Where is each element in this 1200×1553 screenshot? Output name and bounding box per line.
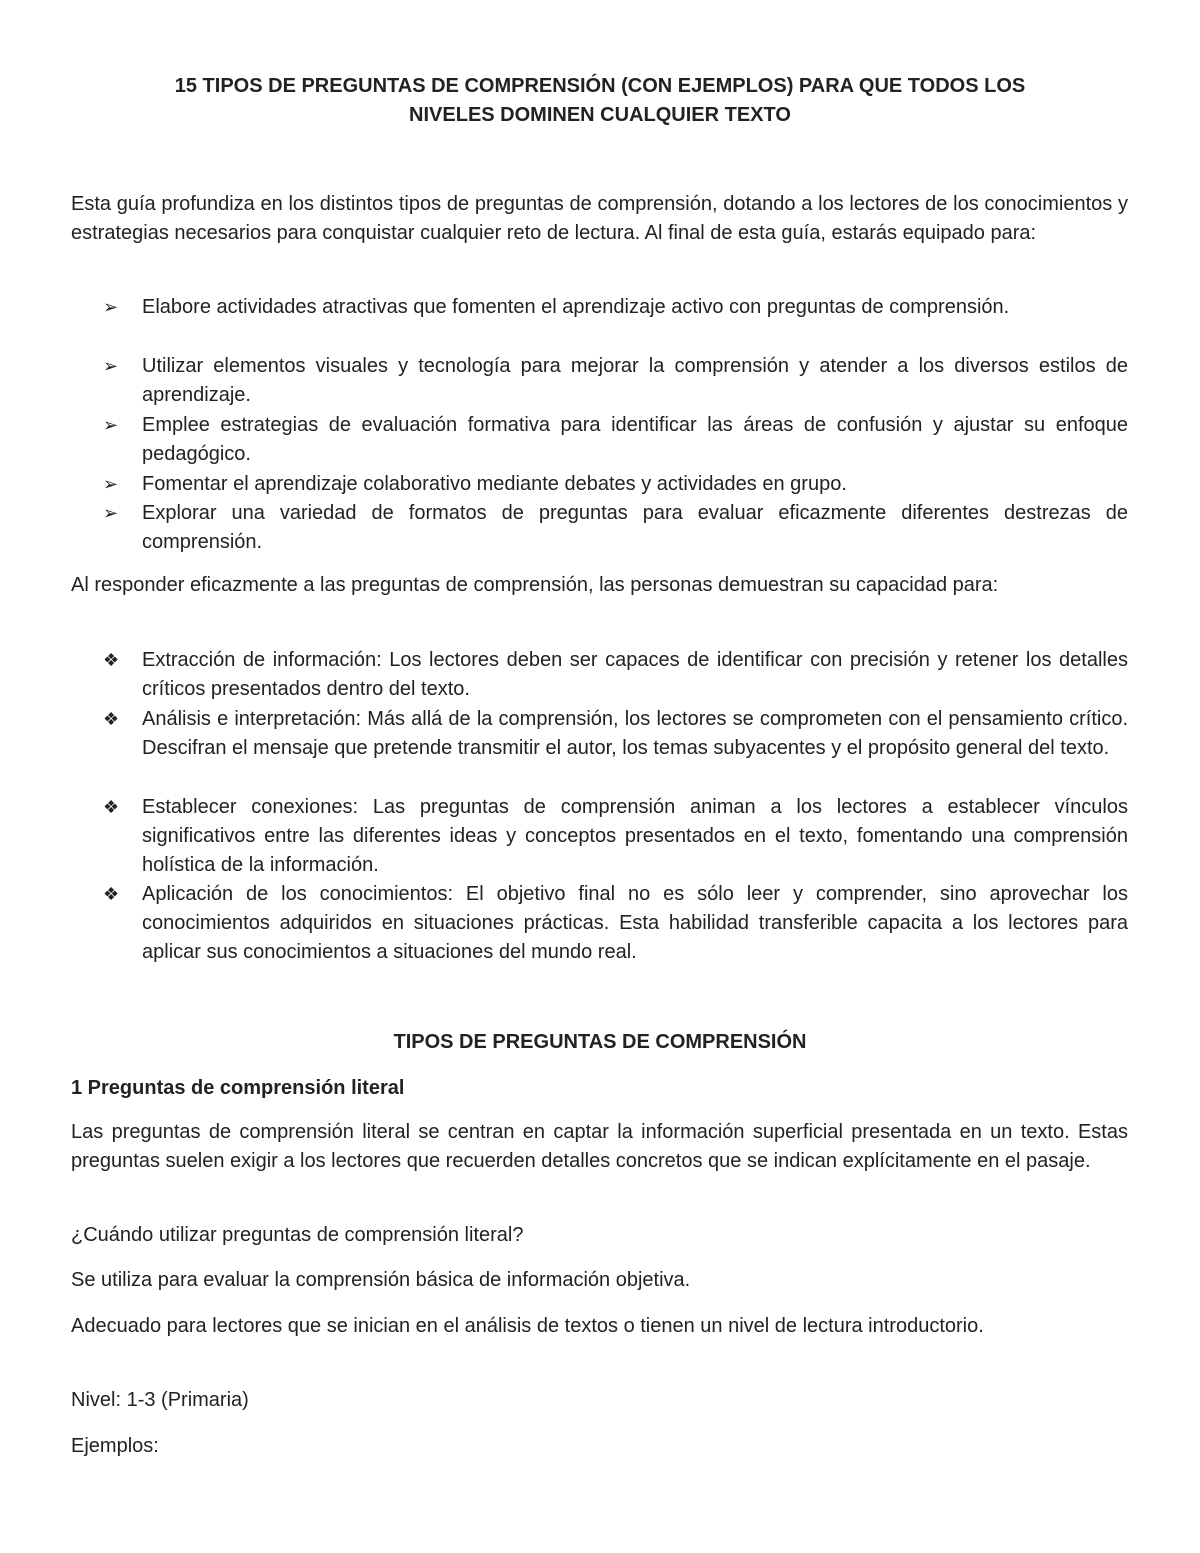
abilities-intro: Al responder eficazmente a las preguntas de comprensión, las personas demuestran su capacidad para: xyxy=(71,574,999,596)
diamond-bullet-icon: ❖ xyxy=(103,797,120,817)
diamond-bullet-icon: ❖ xyxy=(103,709,120,729)
use-line-1: Se utiliza para evaluar la comprensión básica de información objetiva. xyxy=(71,1269,691,1291)
list-item-text: Aplicación de los conocimientos: El objetivo final no es sólo leer y comprender, sino aprovechar los conocimientos adquiridos en situaciones prácticas. Esta habilidad transferible capacita a los lectores para aplicar sus conocimientos a situaciones del mundo real. xyxy=(142,883,1128,963)
arrow-bullet-icon: ➢ xyxy=(103,297,119,317)
list-item-text: Extracción de información: Los lectores deben ser capaces de identificar con precisión y retener los detalles críticos presentados dentro del texto. xyxy=(142,649,1128,700)
use-line-2: Adecuado para lectores que se inician en el análisis de textos o tienen un nivel de lectura introductorio. xyxy=(71,1315,984,1337)
arrow-bullet-icon: ➢ xyxy=(103,356,119,376)
list-item-text: Emplee estrategias de evaluación formativa para identificar las áreas de confusión y ajustar su enfoque pedagógico. xyxy=(142,414,1128,465)
arrow-bullet-icon: ➢ xyxy=(103,503,119,523)
diamond-bullet-icon: ❖ xyxy=(103,884,120,904)
when-question: ¿Cuándo utilizar preguntas de comprensión literal? xyxy=(71,1224,524,1246)
examples-label: Ejemplos: xyxy=(71,1435,159,1457)
arrow-bullet-icon: ➢ xyxy=(103,415,119,435)
subsection-title: 1 Preguntas de comprensión literal xyxy=(71,1077,405,1099)
literal-description: Las preguntas de comprensión literal se centran en captar la información superficial presentada en un texto. Estas preguntas suelen exigir a los lectores que recuerden detalles concretos que se indican explícitamente en el pasaje. xyxy=(71,1121,1128,1172)
list-item-text: Elabore actividades atractivas que fomenten el aprendizaje activo con preguntas de comprensión. xyxy=(142,296,1010,318)
document-title xyxy=(0,72,1200,130)
list-item-text: Establecer conexiones: Las preguntas de comprensión animan a los lectores a establecer vínculos significativos entre las diferentes ideas y conceptos presentados en el texto, fomentando una comprensión holística de la información. xyxy=(142,796,1128,876)
list-item-text: Utilizar elementos visuales y tecnología para mejorar la comprensión y atender a los diversos estilos de aprendizaje. xyxy=(142,355,1128,406)
title-line-1: 15 TIPOS DE PREGUNTAS DE COMPRENSIÓN (CON EJEMPLOS) PARA QUE TODOS LOS xyxy=(174,75,1026,97)
intro-paragraph: Esta guía profundiza en los distintos tipos de preguntas de comprensión, dotando a los lectores de los conocimientos y estrategias necesarios para conquistar cualquier reto de lectura. Al final de esta guía, estarás equipado para: xyxy=(71,193,1128,244)
arrow-bullet-icon: ➢ xyxy=(103,474,119,494)
section-title: TIPOS DE PREGUNTAS DE COMPRENSIÓN xyxy=(393,1031,807,1053)
list-item-text: Análisis e interpretación: Más allá de la comprensión, los lectores se comprometen con el pensamiento crítico. Descifran el mensaje que pretende transmitir el autor, los temas subyacentes y el propósito general del texto. xyxy=(142,708,1128,759)
diamond-bullet-icon: ❖ xyxy=(103,650,120,670)
list-item-text: Explorar una variedad de formatos de preguntas para evaluar eficazmente diferentes destrezas de comprensión. xyxy=(142,502,1128,553)
list-item-text: Fomentar el aprendizaje colaborativo mediante debates y actividades en grupo. xyxy=(142,473,847,495)
level-line: Nivel: 1-3 (Primaria) xyxy=(71,1389,249,1411)
title-line-2: NIVELES DOMINEN CUALQUIER TEXTO xyxy=(409,104,791,126)
